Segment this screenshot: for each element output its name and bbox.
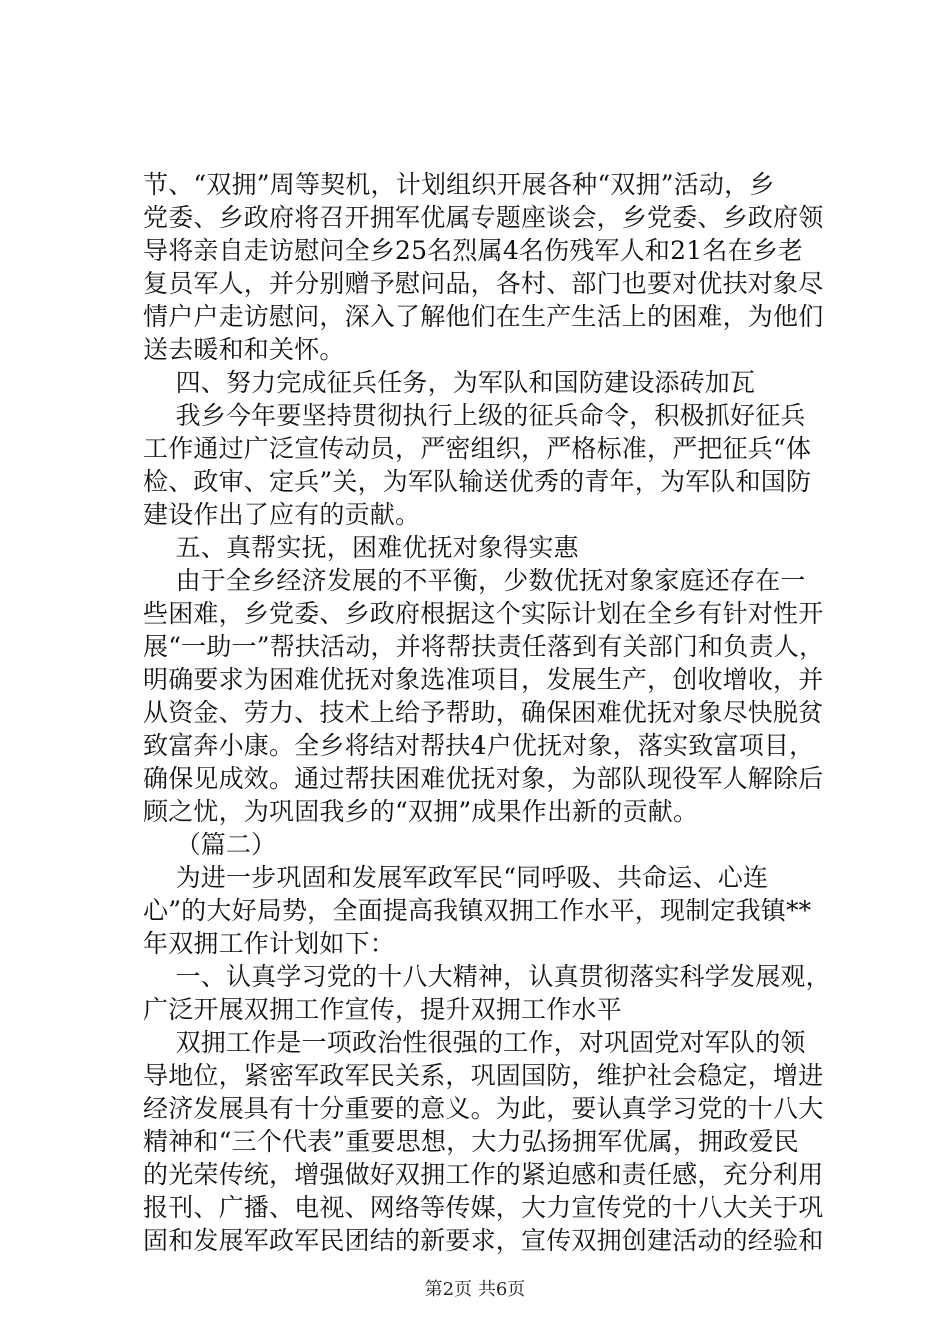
text-line: 固和发展军政军民团结的新要求，宣传双拥创建活动的经验和 <box>143 1226 824 1255</box>
text-line: 双拥工作是一项政治性很强的工作，对巩固党对军队的领 <box>143 1028 806 1057</box>
text-line: 报刊、广播、电视、网络等传媒，大力宣传党的十八大关于巩 <box>143 1193 824 1222</box>
text-line: 检、政审、定兵”关，为军队输送优秀的青年，为军队和国防 <box>143 467 812 496</box>
text-line: 由于全乡经济发展的不平衡，少数优抚对象家庭还存在一 <box>143 566 806 595</box>
text-line: 从资金、劳力、技术上给予帮助，确保困难优抚对象尽快脱贫 <box>143 698 824 727</box>
text-line: 复员军人，并分别赠予慰问品，各村、部门也要对优扶对象尽 <box>143 269 824 298</box>
page-number-footer: 第2页 共6页 <box>424 1279 526 1300</box>
section-heading: 四、努力完成征兵任务，为军队和国防建设添砖加瓦 <box>143 368 756 397</box>
text-line: 情户户走访慰问，深入了解他们在生产生活上的困难，为他们 <box>143 302 824 331</box>
text-line: 送去暖和和关怀。 <box>143 335 345 364</box>
text-line: 经济发展具有十分重要的意义。为此，要认真学习党的十八大 <box>143 1094 824 1123</box>
text-line: 我乡今年要坚持贯彻执行上级的征兵命令，积极抓好征兵 <box>143 401 806 430</box>
text-line: 工作通过广泛宣传动员，严密组织，严格标准，严把征兵“体 <box>143 434 812 463</box>
text-line: 致富奔小康。全乡将结对帮扶4户优抚对象，落实致富项目， <box>143 731 815 760</box>
text-line: 导地位，紧密军政军民关系，巩固国防，维护社会稳定，增进 <box>143 1061 824 1090</box>
text-line: 党委、乡政府将召开拥军优属专题座谈会，乡党委、乡政府领 <box>143 203 824 232</box>
section-heading: 一、认真学习党的十八大精神，认真贯彻落实科学发展观， <box>143 962 831 991</box>
document-body <box>143 168 831 1257</box>
text-line: 导将亲自走访慰问全乡25名烈属4名伤残军人和21名在乡老 <box>143 236 804 265</box>
text-line: 为进一步巩固和发展军政军民“同呼吸、共命运、心连 <box>143 863 769 892</box>
text-line: 年双拥工作计划如下： <box>143 929 396 958</box>
text-line: 的光荣传统，增强做好双拥工作的紧迫感和责任感，充分利用 <box>143 1160 824 1189</box>
text-line: 建设作出了应有的贡献。 <box>143 500 421 529</box>
text-line: 明确要求为困难优抚对象选准项目，发展生产，创收增收，并 <box>143 665 824 694</box>
text-line: 广泛开展双拥工作宣传，提升双拥工作水平 <box>143 995 622 1024</box>
text-line: 展“一助一”帮扶活动，并将帮扶责任落到有关部门和负责人， <box>143 632 825 661</box>
section-heading: 五、真帮实抚，困难优抚对象得实惠 <box>143 533 579 562</box>
section-heading: （篇二） <box>143 830 277 859</box>
text-line: 些困难，乡党委、乡政府根据这个实际计划在全乡有针对性开 <box>143 599 824 628</box>
text-line: 心”的大好局势，全面提高我镇双拥工作水平，现制定我镇** <box>143 896 812 925</box>
text-line: 节、“双拥”周等契机，计划组织开展各种“双拥”活动，乡 <box>143 170 775 199</box>
text-line: 精神和“三个代表”重要思想，大力弘扬拥军优属，拥政爱民 <box>143 1127 799 1156</box>
text-line: 顾之忧，为巩固我乡的“双拥”成果作出新的贡献。 <box>143 797 699 826</box>
text-line: 确保见成效。通过帮扶困难优抚对象，为部队现役军人解除后 <box>143 764 824 793</box>
